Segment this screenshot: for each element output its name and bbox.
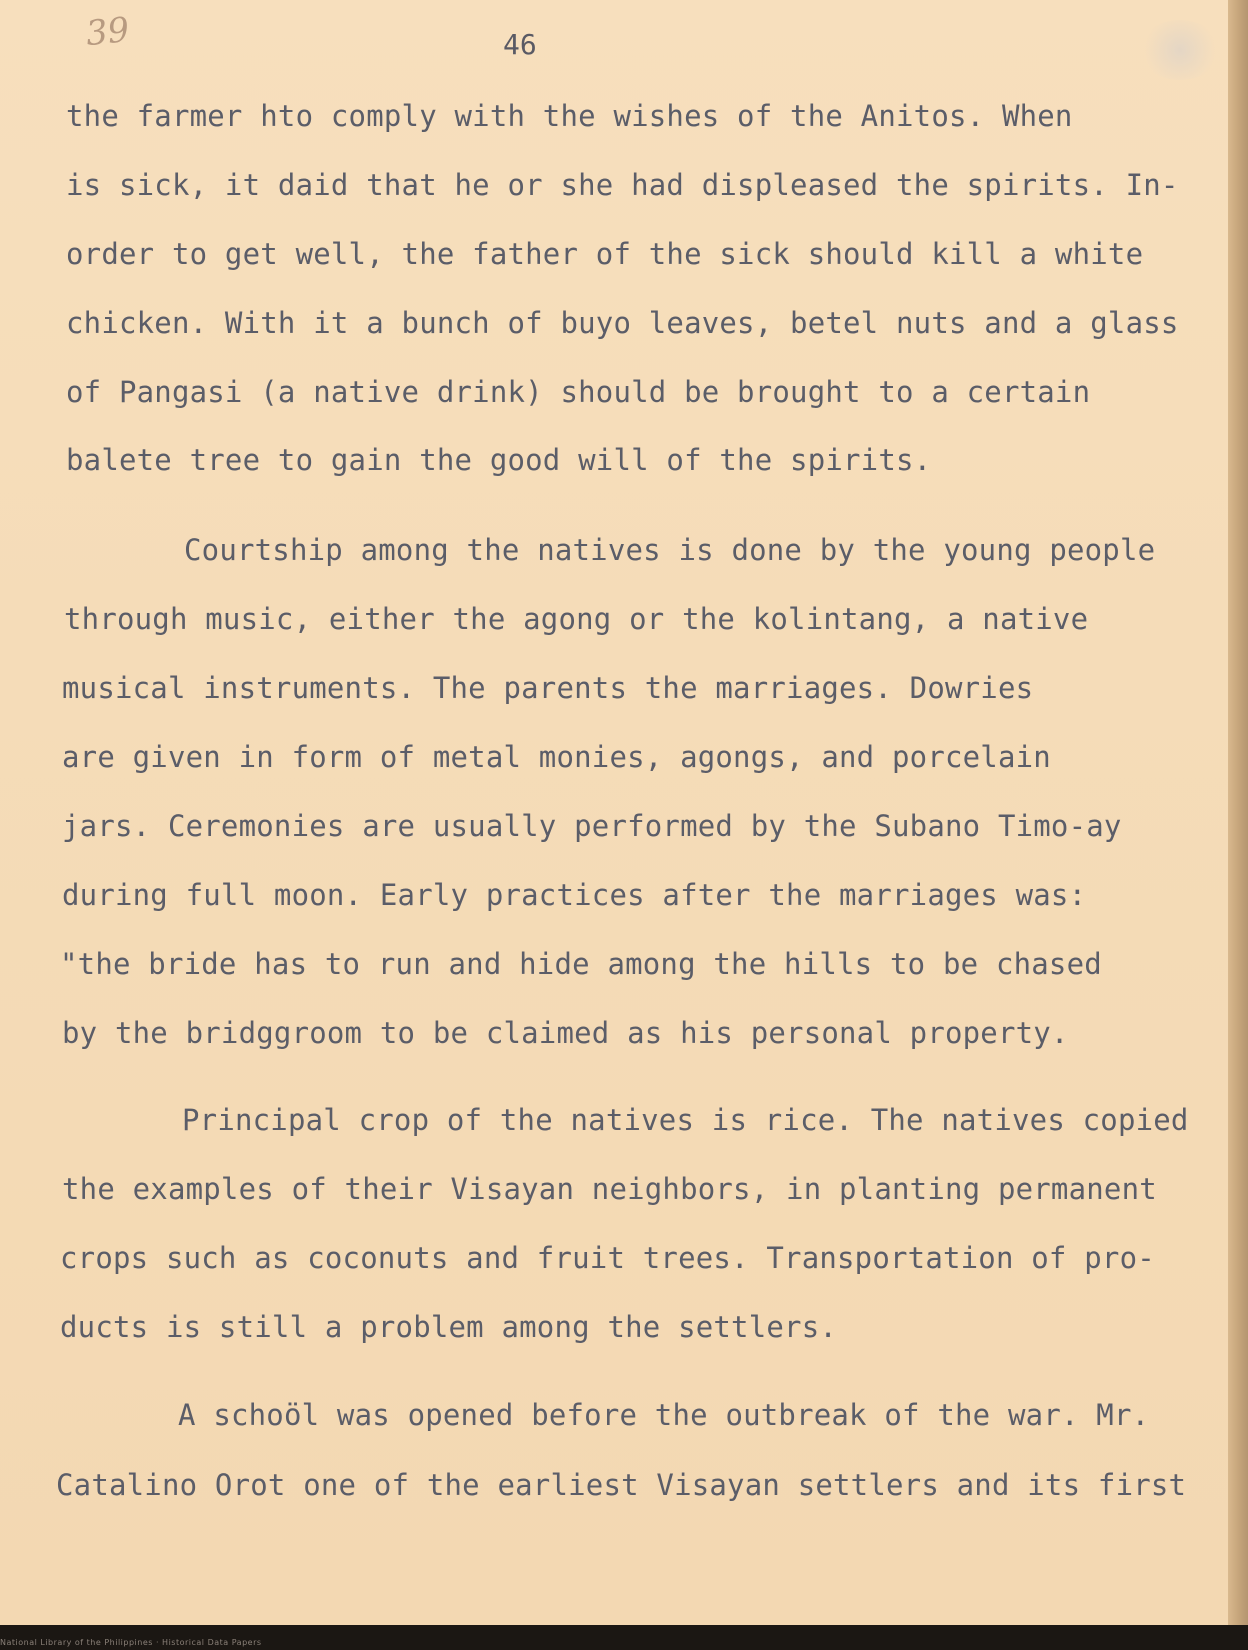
text-line: of Pangasi (a native drink) should be brought to a certain	[66, 375, 1091, 409]
text-line: the farmer hto comply with the wishes of the Anitos. When	[66, 99, 1073, 133]
text-line: crops such as coconuts and fruit trees. Transportation of pro-	[60, 1241, 1155, 1275]
text-line: the examples of their Visayan neighbors, in planting permanent	[62, 1172, 1157, 1206]
text-line: ducts is still a problem among the settlers.	[60, 1310, 838, 1344]
folio-number: 39	[84, 9, 132, 55]
text-line: jars. Ceremonies are usually performed by the Subano Timo-ay	[62, 809, 1122, 843]
text-line: order to get well, the father of the sick should kill a white	[66, 237, 1144, 271]
text-line: A schoöl was opened before the outbreak of the war. Mr.	[178, 1398, 1150, 1432]
paper-stain	[1140, 20, 1220, 80]
text-line: is sick, it daid that he or she had displeased the spirits. In-	[66, 168, 1179, 202]
text-line: Principal crop of the natives is rice. The natives copied	[182, 1103, 1189, 1137]
text-line: through music, either the agong or the kolintang, a native	[64, 602, 1089, 636]
text-line: by the bridggroom to be claimed as his personal property.	[62, 1016, 1069, 1050]
scan-caption: National Library of the Philippines · Historical Data Papers	[0, 1638, 262, 1647]
text-line: Courtship among the natives is done by the young people	[184, 533, 1156, 567]
text-line: during full moon. Early practices after the marriages was:	[62, 878, 1087, 912]
text-line: balete tree to gain the good will of the spirits.	[66, 443, 932, 477]
text-line: are given in form of metal monies, agongs, and porcelain	[62, 740, 1051, 774]
text-line: "the bride has to run and hide among the hills to be chased	[60, 947, 1102, 981]
text-line: chicken. With it a bunch of buyo leaves, betel nuts and a glass	[66, 306, 1179, 340]
page-edge	[1228, 0, 1248, 1650]
text-line: musical instruments. The parents the marriages. Dowries	[62, 671, 1034, 705]
text-line: Catalino Orot one of the earliest Visayan settlers and its first	[56, 1468, 1187, 1502]
page-number: 46	[503, 28, 537, 61]
